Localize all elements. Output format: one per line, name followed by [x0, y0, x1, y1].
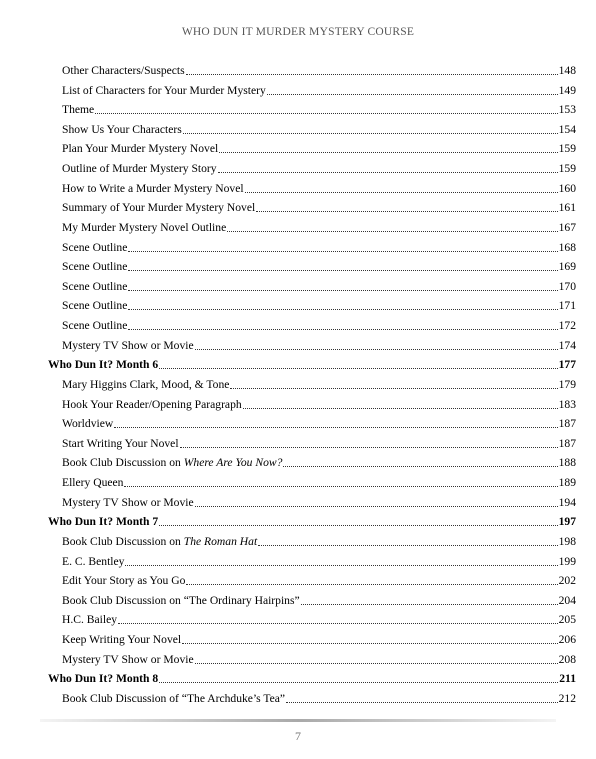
dot-leader	[219, 152, 557, 153]
toc-entry-title-part: Outline of Murder Mystery Story	[62, 162, 217, 176]
toc-entry-title	[62, 181, 244, 197]
toc-entry-title	[62, 200, 255, 216]
toc-page-number: 194	[558, 495, 576, 509]
toc-entry	[62, 161, 576, 177]
toc-entry-title	[62, 259, 127, 275]
toc-entry-title	[62, 63, 185, 79]
toc-entry-title	[62, 102, 94, 118]
toc-entry-title	[48, 514, 158, 530]
toc-page-number: 183	[558, 397, 576, 411]
toc-entry-title	[62, 318, 127, 334]
toc-entry-title	[62, 141, 218, 157]
toc-entry-title	[48, 357, 158, 373]
toc-entry	[62, 416, 576, 432]
toc-entry-title-part: Scene Outline	[62, 299, 128, 313]
toc-entry	[62, 632, 576, 648]
toc-entry-title	[62, 122, 182, 138]
dot-leader	[128, 329, 557, 330]
toc-entry-title-part: The Roman Hat	[183, 534, 258, 548]
toc-entry-title-part: H.C. Bailey	[62, 613, 118, 627]
toc-section-entry	[48, 357, 576, 373]
toc-entry-title-part: Mary Higgins Clark, Mood, & Tone	[62, 377, 230, 391]
toc-entry-title-part: Scene Outline	[62, 319, 128, 333]
toc-entry-title-part: Mystery TV Show or Movie	[62, 338, 194, 352]
toc-entry	[62, 612, 576, 628]
toc-page-number: 199	[558, 554, 576, 568]
toc-entry-title	[62, 573, 185, 589]
toc-page-number: 171	[558, 299, 576, 313]
toc-page-number: 197	[558, 515, 576, 529]
toc-entry	[62, 83, 576, 99]
toc-page-number: 167	[558, 220, 576, 234]
dot-leader	[182, 643, 557, 644]
toc-section-entry	[48, 514, 576, 530]
toc-entry-title-part: E. C. Bentley	[62, 554, 125, 568]
toc-page-number: 204	[558, 593, 576, 607]
dot-leader	[258, 545, 557, 546]
toc-entry-title-part: Book Club Discussion on	[62, 456, 184, 470]
toc-entry-title	[62, 298, 127, 314]
toc-entry-title	[62, 279, 127, 295]
dot-leader	[186, 74, 558, 75]
toc-entry	[62, 318, 576, 334]
toc-entry-title-part: Scene Outline	[62, 260, 128, 274]
toc-entry	[62, 63, 576, 79]
dot-leader	[245, 192, 558, 193]
toc-entry-title	[62, 691, 285, 707]
toc-entry-title-part: Where Are You Now?	[183, 456, 283, 470]
toc-entry-title	[62, 612, 117, 628]
toc-entry-title	[62, 83, 266, 99]
toc-entry-title-part: Who Dun It? Month 7	[48, 515, 159, 529]
dot-leader	[118, 623, 558, 624]
dot-leader	[283, 466, 557, 467]
toc-entry-title	[62, 220, 226, 236]
toc-section-entry	[48, 671, 576, 687]
dot-leader	[95, 113, 557, 114]
dot-leader	[159, 525, 557, 526]
toc-page-number: 187	[558, 417, 576, 431]
toc-entry-title	[62, 161, 217, 177]
toc-entry-title	[62, 338, 194, 354]
toc-entry	[62, 534, 576, 550]
toc-page-number: 187	[558, 436, 576, 450]
toc-entry-title	[62, 495, 194, 511]
toc-page-number: 172	[558, 319, 576, 333]
dot-leader	[195, 506, 558, 507]
toc-entry-title-part: Show Us Your Characters	[62, 122, 182, 136]
toc-entry	[62, 554, 576, 570]
toc-entry	[62, 691, 576, 707]
toc-page-number: 188	[558, 456, 576, 470]
toc-entry-title-part: Ellery Queen	[62, 476, 124, 490]
toc-entry-title-part: Mystery TV Show or Movie	[62, 495, 194, 509]
toc-page-number: 159	[558, 162, 576, 176]
dot-leader	[195, 349, 558, 350]
toc-entry	[62, 652, 576, 668]
toc-entry-title-part: Mystery TV Show or Movie	[62, 652, 194, 666]
running-header: WHO DUN IT MURDER MYSTERY COURSE	[181, 26, 415, 38]
toc-entry	[62, 279, 576, 295]
toc-page-number: 205	[558, 613, 576, 627]
toc-entry-title	[62, 377, 229, 393]
toc-entry-title-part: Theme	[62, 103, 95, 117]
toc-entry-title-part: Plan Your Murder Mystery Novel	[62, 142, 219, 156]
dot-leader	[159, 682, 558, 683]
toc-page-number: 189	[558, 476, 576, 490]
dot-leader	[267, 94, 558, 95]
toc-entry	[62, 122, 576, 138]
toc-entry-title-part: Who Dun It? Month 8	[48, 672, 159, 686]
toc-entry	[62, 240, 576, 256]
toc-entry	[62, 436, 576, 452]
toc-page-number: 154	[558, 122, 576, 136]
toc-page-number: 174	[558, 338, 576, 352]
toc-entry-title-part: Worldview	[62, 417, 114, 431]
toc-page-number: 170	[558, 279, 576, 293]
toc-entry	[62, 181, 576, 197]
toc-entry	[62, 259, 576, 275]
toc-page-number: 159	[558, 142, 576, 156]
dot-leader	[159, 368, 557, 369]
dot-leader	[128, 290, 557, 291]
toc-entry	[62, 397, 576, 413]
toc-entry	[62, 220, 576, 236]
page-number: 7	[295, 729, 301, 743]
toc-page-number: 177	[558, 358, 576, 372]
toc-entry-title	[62, 652, 194, 668]
toc-entry	[62, 298, 576, 314]
toc-entry-title-part: Who Dun It? Month 6	[48, 358, 159, 372]
dot-leader	[230, 388, 557, 389]
footer-rule	[40, 719, 556, 722]
toc-page-number: 202	[558, 574, 576, 588]
dot-leader	[128, 270, 557, 271]
toc-page-number: 168	[558, 240, 576, 254]
toc-entry	[62, 495, 576, 511]
toc-page-number: 149	[558, 83, 576, 97]
dot-leader	[114, 427, 557, 428]
toc-entry-title	[62, 416, 113, 432]
toc-entry-title	[48, 671, 158, 687]
toc-entry-title	[62, 240, 127, 256]
dot-leader	[180, 447, 558, 448]
toc-entry-title	[62, 436, 179, 452]
toc-entry-title-part: Book Club Discussion of “The Archduke’s Tea”	[62, 691, 286, 705]
toc-entry-title-part: Book Club Discussion on	[62, 534, 184, 548]
toc-entry-title-part: How to Write a Murder Mystery Novel	[62, 181, 244, 195]
toc-entry-title	[62, 632, 181, 648]
toc-page-number: 179	[558, 377, 576, 391]
toc-entry	[62, 593, 576, 609]
toc-entry-title-part: Scene Outline	[62, 240, 128, 254]
toc-page-number: 169	[558, 260, 576, 274]
toc-page-number: 161	[558, 201, 576, 215]
dot-leader	[286, 702, 558, 703]
toc-page-number: 212	[558, 691, 576, 705]
toc-entry-title-part: Scene Outline	[62, 279, 128, 293]
dot-leader	[183, 133, 558, 134]
toc-entry	[62, 475, 576, 491]
dot-leader	[256, 211, 557, 212]
toc-entry-title-part: Hook Your Reader/Opening Paragraph	[62, 397, 242, 411]
toc-page-number: 206	[558, 632, 576, 646]
dot-leader	[125, 565, 557, 566]
toc-entry-title-part: Other Characters/Suspects	[62, 64, 185, 77]
toc-page-number: 148	[558, 64, 576, 77]
toc-entry-title	[62, 455, 282, 471]
toc-entry	[62, 102, 576, 118]
dot-leader	[186, 584, 557, 585]
dot-leader	[243, 408, 558, 409]
toc-entry	[62, 338, 576, 354]
toc-entry-title-part: Start Writing Your Novel	[62, 436, 179, 450]
toc-entry-title-part: Summary of Your Murder Mystery Novel	[62, 201, 256, 215]
toc-entry	[62, 377, 576, 393]
dot-leader	[128, 309, 557, 310]
toc-entry-title-part: List of Characters for Your Murder Mystery	[62, 83, 266, 97]
dot-leader	[128, 251, 557, 252]
toc-entry-title	[62, 554, 124, 570]
toc-entry	[62, 455, 576, 471]
toc-entry-title	[62, 593, 300, 609]
toc-entry-title	[62, 397, 242, 413]
dot-leader	[124, 486, 557, 487]
toc-entry	[62, 200, 576, 216]
toc-page-number: 198	[558, 534, 576, 548]
toc-entry-title-part: Edit Your Story as You Go	[62, 574, 186, 588]
dot-leader	[301, 604, 558, 605]
toc-page-number: 160	[558, 181, 576, 195]
toc-entry-title-part: Book Club Discussion on “The Ordinary Hairpins”	[62, 593, 300, 607]
toc-entry-title	[62, 534, 257, 550]
toc-entry-title-part: Keep Writing Your Novel	[62, 632, 182, 646]
dot-leader	[195, 663, 558, 664]
toc-page-number: 208	[558, 652, 576, 666]
toc-entry-title	[62, 475, 123, 491]
dot-leader	[227, 231, 557, 232]
toc-entry-title-part: My Murder Mystery Novel Outline	[62, 220, 227, 234]
dot-leader	[218, 172, 558, 173]
toc-entry	[62, 573, 576, 589]
toc-page-number: 153	[558, 103, 576, 117]
toc-entry	[62, 141, 576, 157]
toc-page-number: 211	[559, 672, 576, 686]
